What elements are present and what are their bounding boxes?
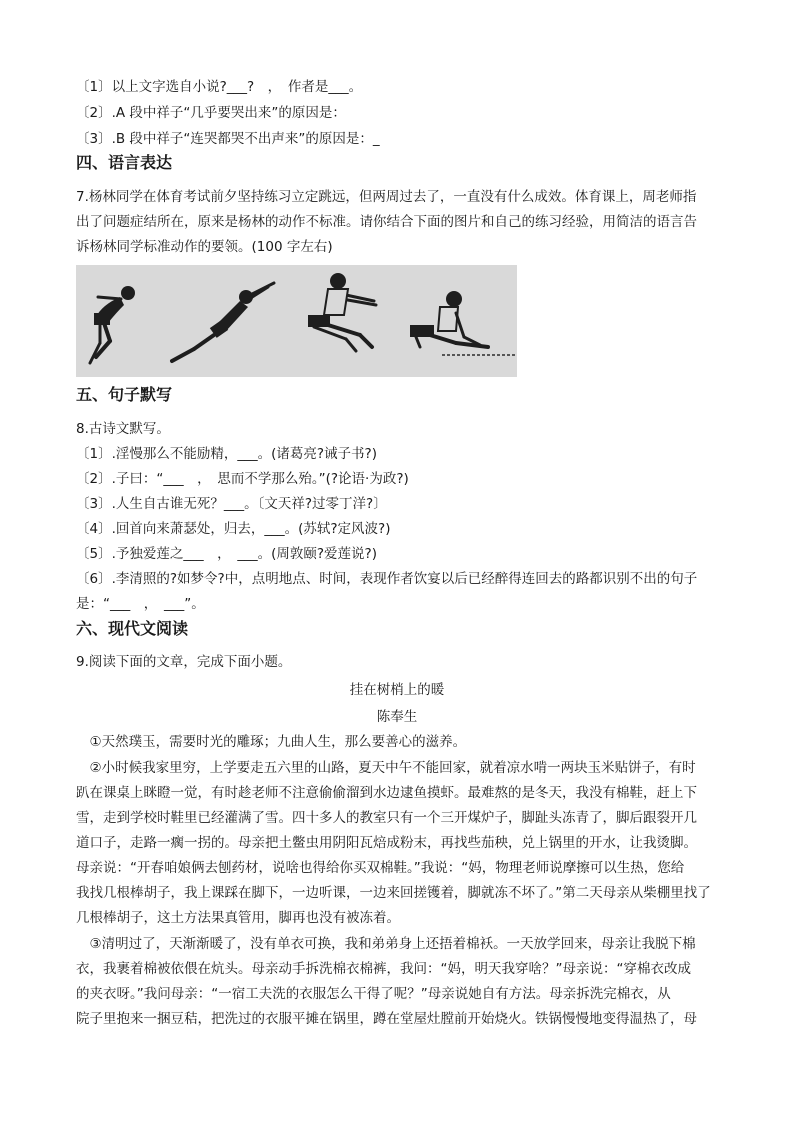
q8-item-1: 〔1〕.淫慢那么不能励精，___。(诸葛亮?诫子书?) <box>76 446 377 462</box>
article-line-8: 几根棒胡子，这土方法果真管用，脚再也没有被冻着。 <box>76 910 400 926</box>
section-5-heading: 五、句子默写 <box>76 385 173 404</box>
article-line-1: ①天然璞玉，需要时光的雕琢；九曲人生，那么要善心的滋养。 <box>76 734 467 750</box>
article-line-12: 院子里抱来一捆豆秸，把洗过的衣服平摊在锅里，蹲在堂屋灶膛前开始烧火。铁锅慢慢地变得温热了，母 <box>76 1011 697 1027</box>
q8-item-5: 〔5〕.予独爱莲之___ ， ___。(周敦颐?爱莲说?) <box>76 546 377 562</box>
jumper-pose-3 <box>308 273 376 351</box>
question-3-text: 〔3〕.B 段中祥子“连哭都哭不出声来”的原因是：_ <box>76 131 380 147</box>
article-line-7: 我找几根棒胡子，我上课踩在脚下，一边听课，一边来回搓镬着，脚就冻不坏了。”第二天母亲从柴棚里找了 <box>76 885 711 901</box>
section-6-heading: 六、现代文阅读 <box>76 619 189 638</box>
q8-item-3: 〔3〕.人生自古谁无死？___。〔文天祥?过零丁洋?〕 <box>76 496 387 512</box>
question-1-text: 〔1〕以上文字选自小说?___? ， 作者是___。 <box>76 79 363 95</box>
jumper-pose-1 <box>90 286 135 363</box>
article-line-11: 的夹衣呀。”我问母亲：“一宿工夫洗的衣服怎么干得了呢？”母亲说她自有方法。母亲拆洗完棉衣，从 <box>76 986 671 1002</box>
article-line-5: 道口子，走路一瘸一拐的。母亲把土鳖虫用阴阳瓦焙成粉末，再找些茄秧，兑上锅里的开水，让我烫脚。 <box>76 835 697 851</box>
jumper-pose-4 <box>410 291 488 347</box>
article-line-3: 趴在课桌上眯瞪一觉，有时趁老师不注意偷偷溜到水边逮鱼摸虾。最难熬的是冬天，我没有棉鞋，赶上下 <box>76 785 697 801</box>
article-line-6: 母亲说：“开春咱娘俩去刨药材，说啥也得给你买双棉鞋。”我说：“妈，物理老师说摩擦可以生热，您给 <box>76 860 685 876</box>
question-2-text: 〔2〕.A 段中祥子“几乎要哭出来”的原因是： <box>76 105 346 121</box>
article-title: 挂在树梢上的暖 <box>349 682 445 698</box>
q8-item-6-cont: 是：“___ ， ___”。 <box>76 596 205 612</box>
article-line-4: 雪，走到学校时鞋里已经灌满了雪。四十多人的教室只有一个三开煤炉子，脚趾头冻青了，脚后跟裂开几 <box>76 810 697 826</box>
article-author: 陈奉生 <box>376 709 418 725</box>
q7-line-2: 出了问题症结所在，原来是杨林的动作不标准。请你结合下面的图片和自己的练习经验，用简洁的语言告 <box>76 214 697 230</box>
article-line-9: ③清明过了，天渐渐暖了，没有单衣可换，我和弟弟身上还捂着棉袄。一天放学回来，母亲让我脱下棉 <box>76 936 696 952</box>
article-line-10: 衣，我裹着棉被依偎在炕头。母亲动手拆洗棉衣棉裤，我问：“妈，明天我穿啥？”母亲说：“穿棉衣改成 <box>76 961 691 977</box>
q7-line-3: 诉杨林同学标准动作的要领。(100 字左右) <box>76 239 333 255</box>
q8-intro: 8.古诗文默写。 <box>76 421 170 437</box>
standing-long-jump-figure <box>76 265 517 377</box>
section-4-heading: 四、语言表达 <box>76 153 173 172</box>
q8-item-2: 〔2〕.子曰：“___ ， 思而不学那么殆。”(?论语·为政?) <box>76 471 409 487</box>
q8-item-4: 〔4〕.回首向来萧瑟处，归去，___。(苏轼?定风波?) <box>76 521 391 537</box>
q9-intro: 9.阅读下面的文章，完成下面小题。 <box>76 654 292 670</box>
jumper-pose-2 <box>172 283 274 361</box>
q7-line-1: 7.杨林同学在体育考试前夕坚持练习立定跳远，但两周过去了，一直没有什么成效。体育课上，周老师指 <box>76 189 697 205</box>
q8-item-6: 〔6〕.李清照的?如梦令?中，点明地点、时间，表现作者饮宴以后已经醉得连回去的路都识别不出的句子 <box>76 571 698 587</box>
article-line-2: ②小时候我家里穷，上学要走五六里的山路，夏天中午不能回家，就着凉水啃一两块玉米贴饼子，有时 <box>76 760 696 776</box>
